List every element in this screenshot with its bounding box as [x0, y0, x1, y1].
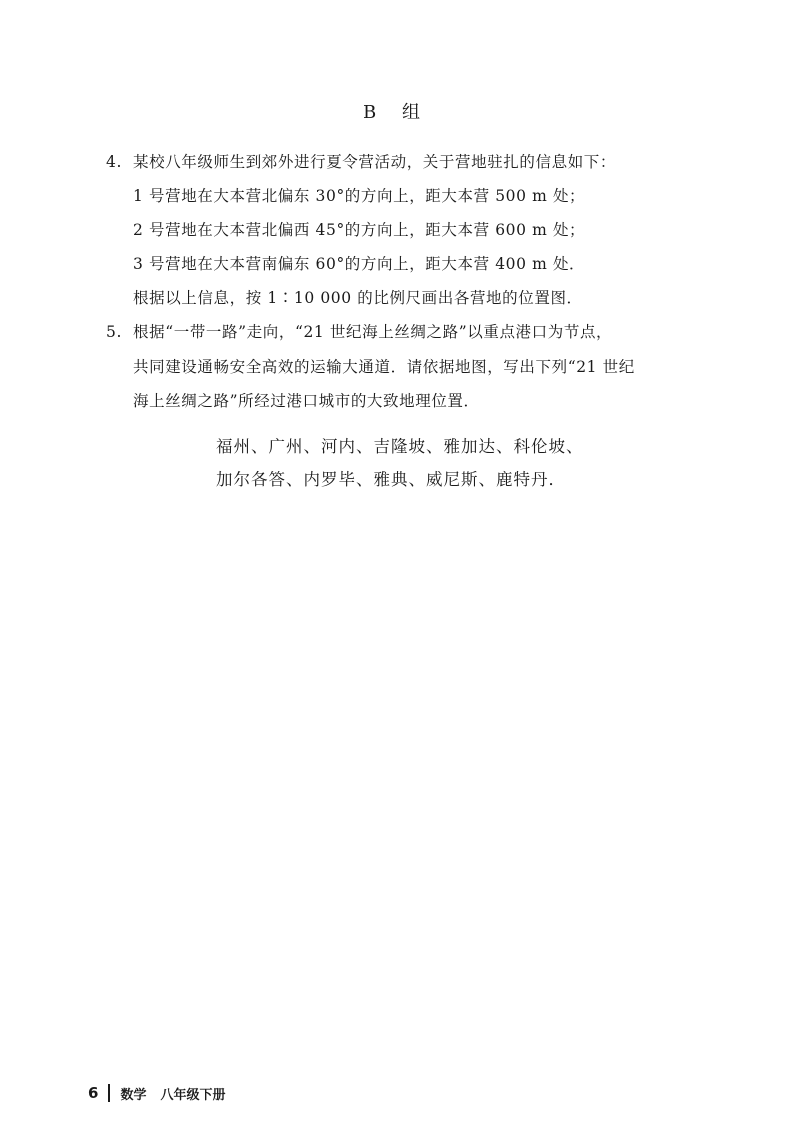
question-4-line-1: 1 号营地在大本营北偏东 30°的方向上，距大本营 500 m 处； [133, 187, 586, 205]
city-list-line-1: 福州、广州、河内、吉隆坡、雅加达、科伦坡、 [216, 437, 584, 456]
question-4-line-2: 2 号营地在大本营北偏西 45°的方向上，距大本营 600 m 处； [133, 221, 586, 239]
page-number: 6 [88, 1084, 99, 1102]
question-4-intro [106, 150, 616, 172]
question-5-number: 5. [106, 323, 122, 341]
question-5-text: 根据“一带一路”走向，“21 世纪海上丝绸之路”以重点港口为节点， [133, 323, 613, 341]
question-5-line-1 [106, 320, 612, 342]
city-list-line-2: 加尔各答、内罗毕、雅典、威尼斯、鹿特丹． [216, 470, 566, 489]
page-footer [88, 1080, 225, 1106]
footer-grade: 八年级下册 [160, 1087, 226, 1103]
question-4-number: 4. [106, 153, 122, 171]
footer-subject: 数学 [120, 1087, 147, 1103]
question-4-line-3: 3 号营地在大本营南偏东 60°的方向上，距大本营 400 m 处． [133, 255, 586, 273]
question-5-line-3: 海上丝绸之路”所经过港口城市的大致地理位置． [133, 392, 480, 410]
question-4-line-4: 根据以上信息，按 1∶10 000 的比例尺画出各营地的位置图． [133, 289, 583, 307]
section-title: B 组 [363, 102, 430, 123]
footer-divider [108, 1084, 110, 1102]
question-4-text: 某校八年级师生到郊外进行夏令营活动，关于营地驻扎的信息如下： [133, 153, 617, 171]
question-5-line-2: 共同建设通畅安全高效的运输大通道．请依据地图，写出下列“21 世纪 [133, 358, 635, 376]
